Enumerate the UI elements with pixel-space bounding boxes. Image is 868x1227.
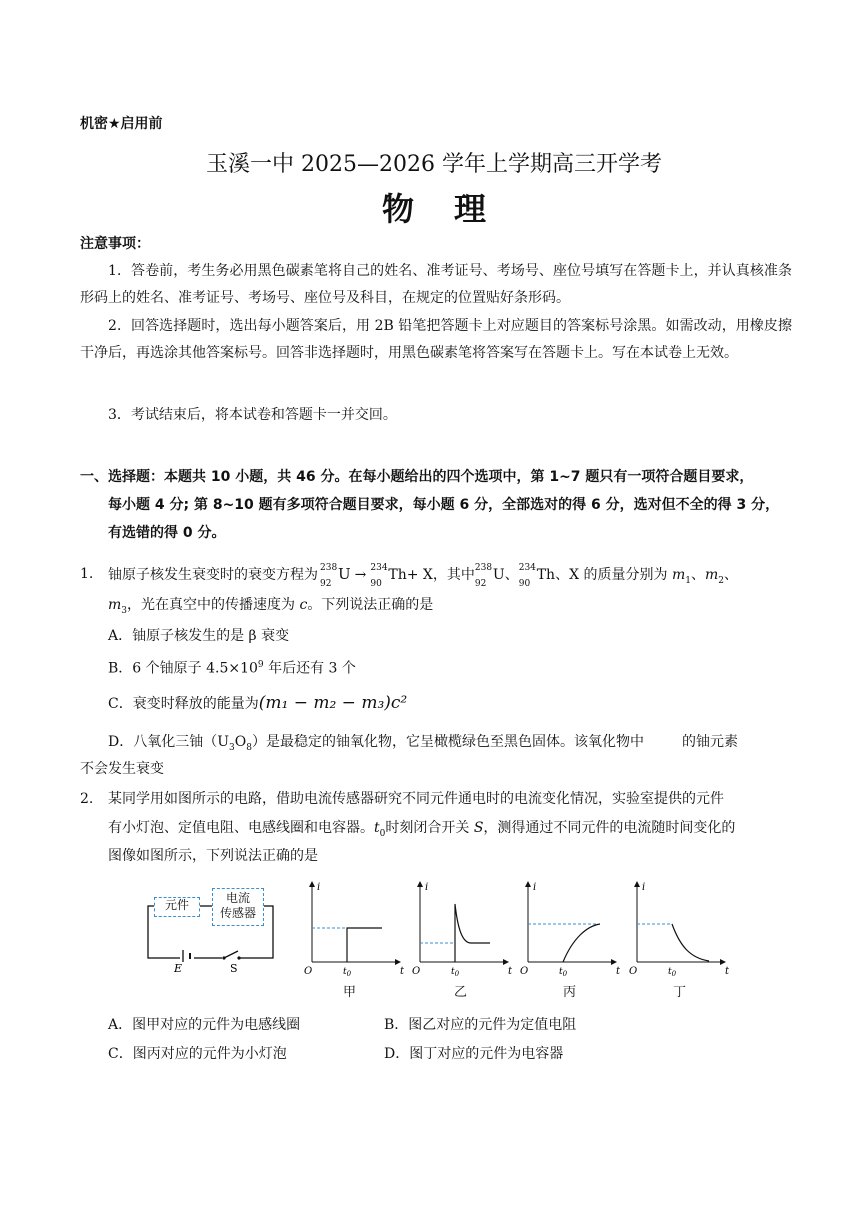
- section-heading-line3: 有选错的得 0 分。: [108, 525, 226, 541]
- q1-option-c: C．衰变时释放的能量为(m₁ − m₂ − m₃)c²: [108, 693, 408, 713]
- graph-yi-curve: [455, 904, 490, 962]
- notice-item-1: 1．答卷前，考生务必用黑色碳素笔将自己的姓名、准考证号、考场号、座位号填写在答题卡上，并认真核准条形码上的姓名、准考证号、考场号、座位号及科目，在规定的位置贴好条形码。: [80, 263, 792, 306]
- q1-stem-line2: $m_3$，光在真空中的传播速度为 c。下列说法正确的是: [108, 597, 434, 616]
- notice-heading: 注意事项：: [80, 236, 150, 252]
- notice-item-3: 3．考试结束后，将本试卷和答题卡一并交回。: [108, 407, 397, 423]
- graph-ding-i-label: i: [642, 882, 646, 893]
- q1-option-d-line1: D．八氧化三铀$(U_3O_8)$是最稳定的铀氧化物，它呈橄榄绿色至黑色固体。该氧化物中 的铀元素: [108, 734, 738, 753]
- subject-title: 物理: [381, 190, 526, 228]
- q1-stem-a: 铀原子核发生衰变时的衰变方程为: [108, 567, 318, 583]
- graph-ding-origin-label: O: [629, 966, 638, 977]
- graph-caption-yi: 乙: [454, 985, 468, 1000]
- q2-stem-line3: 图像如图所示，下列说法正确的是: [108, 848, 318, 864]
- q2-option-c: C．图丙对应的元件为小灯泡: [108, 1046, 287, 1062]
- graph-jia-curve: [347, 928, 382, 962]
- graph-caption-bing: 丙: [563, 985, 577, 1000]
- graph-ding-t0-label: $t_0$: [668, 967, 677, 978]
- q1-option-d-line2: 不会发生衰变: [80, 761, 164, 777]
- switch-label: S: [230, 962, 238, 974]
- q1-number: 1.: [80, 566, 94, 582]
- q2-number: 2.: [80, 791, 94, 807]
- q1-option-a: A．铀原子核发生的是 β 衰变: [108, 628, 290, 644]
- section-heading-line2: 每小题 4 分; 第 8~10 题有多项符合题目要求，每小题 6 分，全部选对的得 6 分，选对但不全的得 3 分，: [108, 497, 780, 513]
- graph-jia-t0-label: $t_0$: [343, 967, 352, 978]
- graph-caption-ding: 丁: [673, 985, 687, 1000]
- graph-bing-t-label: t: [616, 966, 621, 977]
- component-box: 元件: [154, 897, 200, 917]
- q1-energy-formula: (m₁ − m₂ − m₃)c²: [258, 693, 408, 713]
- graph-jia-origin-label: O: [304, 966, 313, 977]
- graph-caption-jia: 甲: [343, 985, 357, 1000]
- graph-yi-t-label: t: [508, 966, 513, 977]
- notice-item-2: 2．回答选择题时，选出每小题答案后，用 2B 铅笔把答题卡上对应题目的答案标号涂黑。如需改动，用橡皮擦干净后，再选涂其他答案标号。回答非选择题时，用黑色碳素笔将答案写在答题卡上。写在本试卷上无效。: [80, 318, 792, 361]
- section-heading-line1: 一、选择题：本题共 10 小题，共 46 分。在每小题给出的四个选项中，第 1~7 题只有一项符合题目要求，: [80, 469, 754, 485]
- graph-bing-origin-label: O: [520, 966, 529, 977]
- graph-ding-curve: [672, 924, 709, 961]
- q2-stem-line1: 某同学用如图所示的电路，借助电流传感器研究不同元件通电时的电流变化情况，实验室提供的元件: [108, 791, 724, 807]
- current-sensor-box: 电流 传感器: [212, 888, 264, 926]
- graph-yi-i-label: i: [425, 882, 429, 893]
- confidential-label: 机密★启用前: [80, 116, 163, 132]
- graph-yi-t0-label: $t_0$: [451, 967, 460, 978]
- q1-stem-line1: 铀原子核发生衰变时的衰变方程为 238 92 U → 234 90 Th+ X，其中 238 92 U、 234 90 Th、X 的质量分别为 $m_1$、$m_2$、: [108, 563, 738, 589]
- exam-title: 玉溪一中 2025—2026 学年上学期高三开学考: [206, 152, 662, 177]
- graph-bing-t0-label: $t_0$: [559, 967, 568, 978]
- graph-bing-curve: [563, 924, 600, 962]
- graph-bing-i-label: i: [533, 882, 537, 893]
- u238-nuclide: 238 92: [320, 563, 338, 589]
- q1-option-b: B．6 个铀原子 $4.5\times 10^9$ 年后还有 3 个: [108, 660, 356, 677]
- th234-nuclide: 234 90: [370, 563, 388, 589]
- graph-jia-t-label: t: [400, 966, 405, 977]
- current-time-graphs: [300, 876, 750, 996]
- graph-yi-origin-label: O: [412, 966, 421, 977]
- q2-stem-line2: 有小灯泡、定值电阻、电感线圈和电容器。$t_0$时刻闭合开关 S，测得通过不同元件的电流随时间变化的: [108, 820, 736, 839]
- q2-option-d: D．图丁对应的元件为电容器: [384, 1046, 564, 1062]
- q2-option-b: B．图乙对应的元件为定值电阻: [384, 1017, 577, 1033]
- battery-label: E: [174, 962, 183, 974]
- graph-ding-t-label: t: [725, 966, 730, 977]
- graph-jia-i-label: i: [317, 882, 321, 893]
- q2-option-a: A．图甲对应的元件为电感线圈: [108, 1017, 301, 1033]
